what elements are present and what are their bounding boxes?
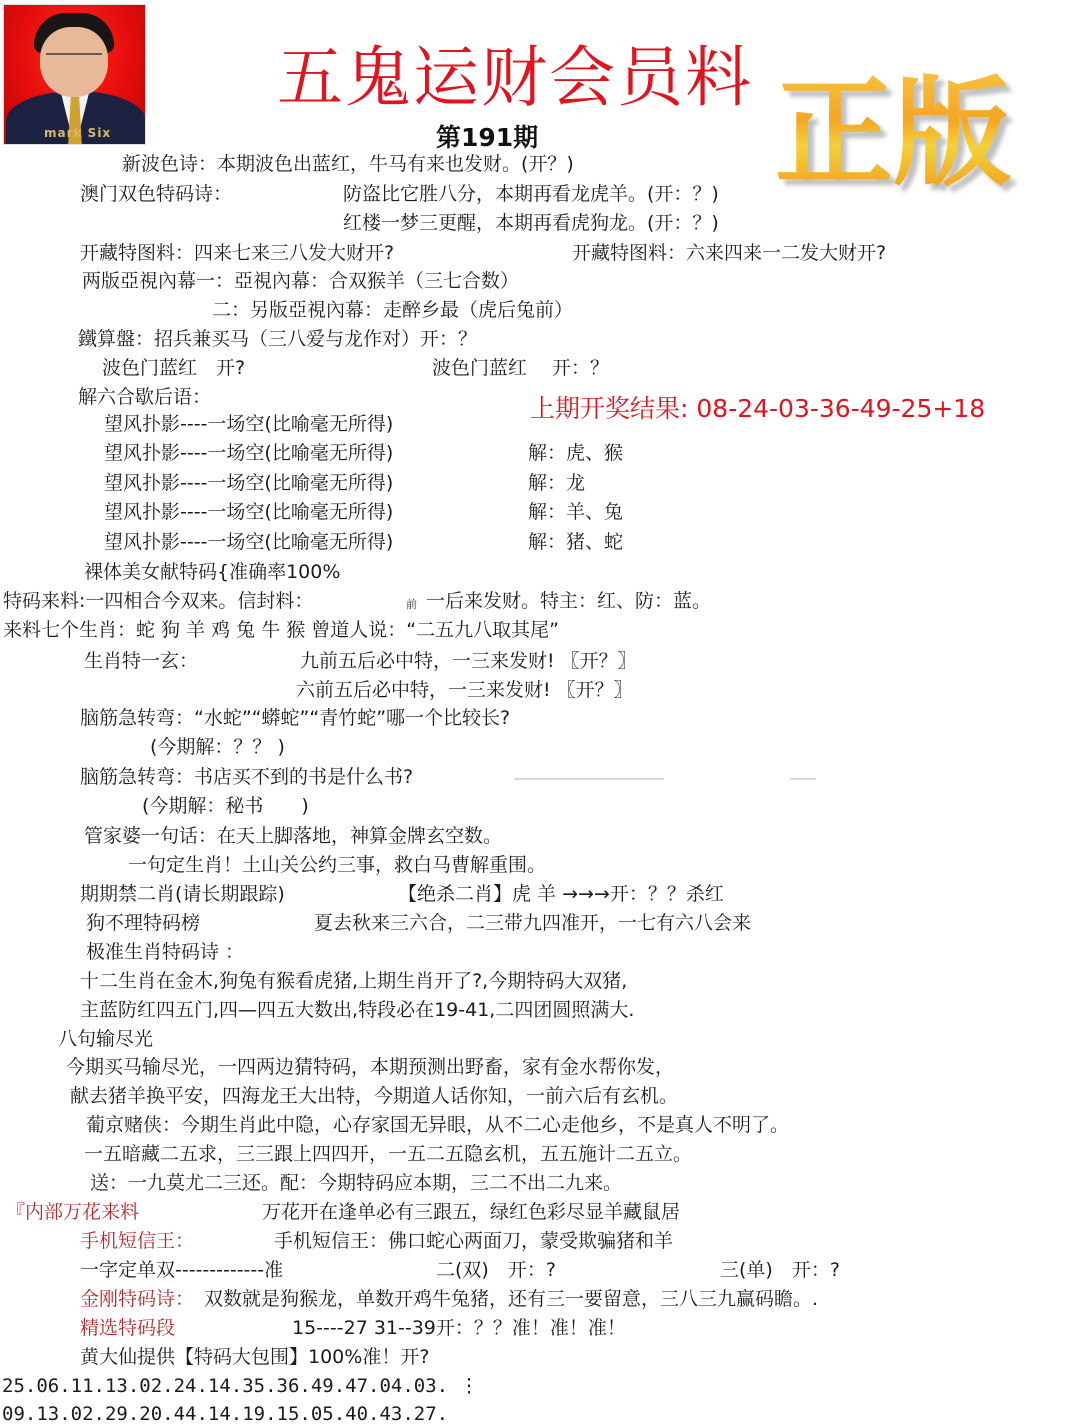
riddle-line-2: 望风扑影----一场空(比喻毫无所得) bbox=[104, 442, 394, 464]
riddle-answer-3: 解：龙 bbox=[528, 472, 586, 494]
housekeeper-saying: 管家婆一句话：在天上脚落地，神算金牌玄空数。 bbox=[84, 825, 503, 847]
brain-teaser-2-answer: (今期解：秘书 ) bbox=[142, 795, 309, 817]
eight-lines-2: 献去猪羊换平安，四海龙王大出特，今期道人话你知，一前六后有玄机。 bbox=[70, 1085, 679, 1107]
last-result-numbers: 08-24-03-36-49-25+18 bbox=[696, 394, 986, 423]
brain-teaser-1: 脑筋急转弯：“水蛇”“蟒蛇”“青竹蛇”哪一个比较长? bbox=[80, 707, 511, 729]
wave-color-poem: 新波色诗：本期波色出蓝红，牛马有来也发财。(开？) bbox=[122, 153, 574, 175]
macau-poem-label: 澳门双色特码诗： bbox=[80, 183, 233, 205]
sms-king-text: 手机短信王：佛口蛇心两面刀，蒙受欺骗猪和羊 bbox=[274, 1230, 674, 1252]
portrait-photo bbox=[3, 4, 146, 145]
goubuli-text: 夏去秋来三六合，二三带九四准开，一七有六八会来 bbox=[314, 912, 752, 934]
riddle-answer-2: 解：虎、猴 bbox=[528, 442, 624, 464]
zodiac-mystery-line2: 六前五后必中特，一三来发财! 〖开？〗 bbox=[296, 679, 633, 701]
zodiac-poem-line2: 主蓝防红四五门,四—四五大数出,特段必在19-41,二四团圆照满大. bbox=[80, 999, 635, 1021]
riddle-line-3: 望风扑影----一场空(比喻毫无所得) bbox=[104, 472, 394, 494]
goubuli-label: 狗不理特码榜 bbox=[86, 912, 201, 934]
one-line-zodiac: 一句定生肖！土山关公约三事，救白马曹解重围。 bbox=[128, 854, 547, 876]
atv-insider-1: 两版亞視內幕一：亞視內幕：合双猴羊（三七合数） bbox=[82, 270, 520, 292]
riddle-heading: 解六合歇后语： bbox=[78, 386, 212, 408]
riddle-answer-4: 解：羊、兔 bbox=[528, 501, 624, 523]
zodiac-poem-line1: 十二生肖在金木,狗兔有猴看虎猪,上期生肖开了?,今期特码大双猪, bbox=[80, 970, 628, 992]
diamond-poem-text: 双数就是狗猴龙，单数开鸡牛兔猪，还有三一要留意，三八三九赢码瞻。. bbox=[204, 1288, 819, 1310]
macau-poem-line2: 红楼一梦三更醒，本期再看虎狗龙。(开：？) bbox=[343, 212, 719, 234]
special-code-fragment: 前 bbox=[406, 598, 417, 611]
sms-king-label: 手机短信王： bbox=[80, 1230, 195, 1252]
lisboa-gambler-2: 一五暗藏二五求，三三跟上四四开，一五二五隐玄机，五五施计二五立。 bbox=[84, 1143, 693, 1165]
riddle-line-5: 望风扑影----一场空(比喻毫无所得) bbox=[104, 531, 394, 553]
portrait-watermark: mark Six bbox=[44, 126, 112, 140]
special-code-source-tail: 一后来发财。特主：红、防：蓝。 bbox=[426, 590, 712, 612]
page-title: 五鬼运财会员料 bbox=[277, 39, 753, 116]
internal-wanhua-text: 万花开在逢单必有三跟五，绿红色彩尽显羊藏鼠居 bbox=[262, 1201, 681, 1223]
portrait-glasses bbox=[46, 53, 102, 63]
odd-even-label: 一字定单双-------------准 bbox=[80, 1259, 284, 1281]
zodiac-mystery-label: 生肖特一玄： bbox=[84, 650, 199, 672]
riddle-line-4: 望风扑影----一场空(比喻毫无所得) bbox=[104, 501, 394, 523]
diamond-poem-label: 金刚特码诗： bbox=[80, 1288, 195, 1310]
wave-door-right: 波色门蓝红 开：？ bbox=[432, 357, 610, 379]
beauty-special-code: 裸体美女献特码{准确率100% bbox=[84, 561, 341, 583]
hidden-chart-right: 开藏特图料：六来四来一二发大财开? bbox=[572, 242, 887, 264]
internal-wanhua-label: 『内部万花来料 bbox=[6, 1201, 140, 1223]
riddle-answer-5: 解：猪、蛇 bbox=[528, 531, 624, 553]
last-result bbox=[530, 394, 985, 424]
last-result-label: 上期开奖结果: bbox=[530, 394, 689, 423]
odd-even-single: 三(单) 开：? bbox=[720, 1259, 840, 1281]
iron-abacus: 鐵算盤：招兵兼买马（三八爱与龙作对）开：？ bbox=[78, 328, 478, 350]
number-list-1: 25.06.11.13.02.24.14.35.36.49.47.04.03. ⋮ bbox=[2, 1375, 479, 1397]
number-list-2: 09.13.02.29.20.44.14.19.15.05.40.43.27. bbox=[2, 1403, 449, 1425]
zodiac-poem-heading: 极准生肖特码诗 ： bbox=[86, 941, 245, 963]
genuine-badge: 正版 bbox=[775, 63, 1012, 202]
smudge-divider bbox=[514, 778, 664, 780]
odd-even-double: 二(双) 开：? bbox=[436, 1259, 556, 1281]
smudge-divider bbox=[790, 778, 816, 780]
riddle-line-1: 望风扑影----一场空(比喻毫无所得) bbox=[104, 413, 394, 435]
wong-tai-sin-line: 黄大仙提供【特码大包围】100%准！开? bbox=[80, 1346, 430, 1368]
brain-teaser-1-answer: (今期解：？？ ) bbox=[150, 736, 285, 758]
eight-lines-heading: 八句输尽光 bbox=[58, 1028, 154, 1050]
banned-two-zodiacs: 【绝杀二肖】虎 羊 →→→开：？？杀红 bbox=[398, 883, 724, 905]
atv-insider-2: 二：另版亞視內幕：走醉乡最（虎后兔前） bbox=[212, 299, 574, 321]
hidden-chart-left: 开藏特图料：四来七来三八发大财开? bbox=[80, 242, 395, 264]
issue-number: 第191期 bbox=[436, 123, 539, 152]
send-match: 送：一九莫尤二三还。配：今期特码应本期，三二不出二九来。 bbox=[90, 1172, 623, 1194]
special-code-source: 特码来料:一四相合今双来。信封料： bbox=[3, 590, 314, 612]
selected-range-text: 15----27 31--39开：？？准！准！准！ bbox=[292, 1317, 626, 1339]
zodiac-mystery-line1: 九前五后必中特，一三来发财! 〖开？〗 bbox=[300, 650, 637, 672]
eight-lines-1: 今期买马输尽光，一四两边猜特码，本期预测出野畜，家有金水帮你发， bbox=[66, 1056, 675, 1078]
wave-door-left: 波色门蓝红 开? bbox=[102, 357, 246, 379]
macau-poem-line1: 防盗比它胜八分，本期再看龙虎羊。(开：？) bbox=[343, 183, 719, 205]
brain-teaser-2: 脑筋急转弯：书店买不到的书是什么书? bbox=[80, 766, 414, 788]
lisboa-gambler: 葡京赌侠：今期生肖此中隐，心存家国无异眼，从不二心走他乡，不是真人不明了。 bbox=[86, 1114, 790, 1136]
selected-range-label: 精选特码段 bbox=[80, 1317, 176, 1339]
seven-zodiacs: 来料七个生肖：蛇 狗 羊 鸡 兔 牛 猴 曾道人说：“二五九八取其尾” bbox=[3, 619, 559, 641]
banned-two-zodiacs-label: 期期禁二肖(请长期跟踪) bbox=[80, 883, 285, 905]
